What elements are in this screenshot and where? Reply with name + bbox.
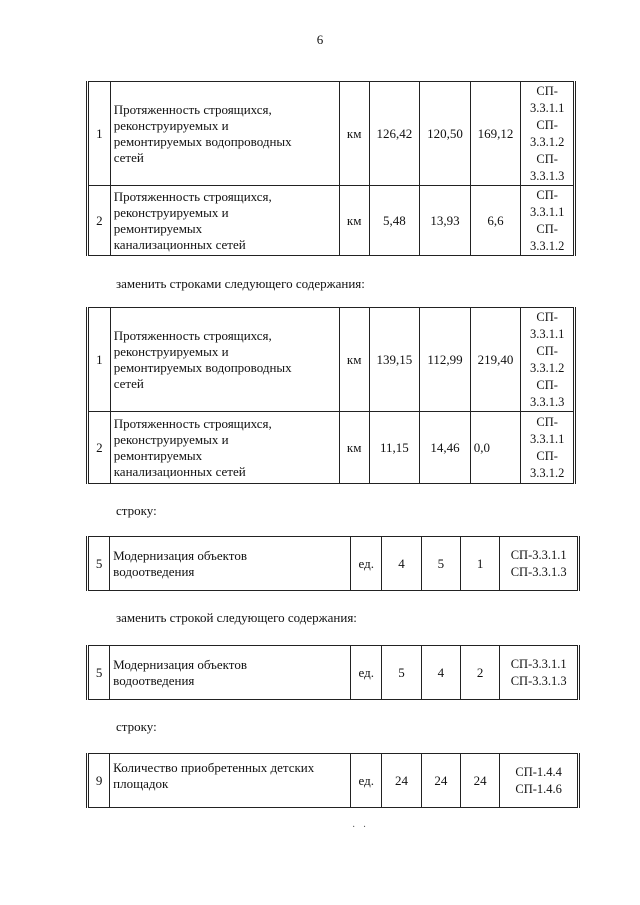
indicator-name: Протяженность строящихся, реконструируемых и ремонтируемых водопроводных сетей: [110, 308, 339, 412]
table-1: [86, 81, 576, 256]
value-cell: 5,48: [369, 186, 420, 256]
code-cell: СП-3.3.1.1 СП-3.3.1.3: [500, 537, 579, 591]
unit-cell: ед.: [351, 537, 382, 591]
table-row: [88, 412, 575, 484]
code-cell: СП- 3.3.1.1 СП- 3.3.1.2 СП- 3.3.1.3: [521, 82, 575, 186]
row-number: 5: [88, 537, 110, 591]
table-row: [88, 186, 575, 256]
indicator-name: Количество приобретенных детских площадок: [110, 754, 351, 808]
indicator-name: Протяженность строящихся, реконструируемых и ремонтируемых канализационных сетей: [110, 186, 339, 256]
value-cell: 126,42: [369, 82, 420, 186]
value-cell: 6,6: [470, 186, 521, 256]
code-cell: СП- 3.3.1.1 СП- 3.3.1.2: [521, 412, 575, 484]
indicator-name: Протяженность строящихся, реконструируемых и ремонтируемых водопроводных сетей: [110, 82, 339, 186]
row-number: 1: [88, 308, 111, 412]
value-cell: 14,46: [420, 412, 471, 484]
row-number: 5: [88, 646, 110, 700]
table-2: [86, 307, 576, 484]
value-cell: 139,15: [369, 308, 420, 412]
row-number: 1: [88, 82, 111, 186]
unit-cell: ед.: [351, 754, 382, 808]
row-number: 2: [88, 186, 111, 256]
value-cell: 0,0: [470, 412, 521, 484]
value-cell: 4: [382, 537, 421, 591]
indicator-name: Модернизация объектов водоотведения: [110, 646, 351, 700]
instruction-text: строку:: [116, 503, 157, 518]
value-cell: 2: [461, 646, 500, 700]
value-cell: 24: [461, 754, 500, 808]
table-row: [88, 754, 579, 808]
scan-mark: · ·: [352, 822, 367, 833]
table-row: [88, 646, 579, 700]
value-cell: 24: [382, 754, 421, 808]
value-cell: 1: [461, 537, 500, 591]
row-number: 2: [88, 412, 111, 484]
table-3: [86, 536, 580, 591]
unit-cell: ед.: [351, 646, 382, 700]
value-cell: 5: [382, 646, 421, 700]
table-5: [86, 753, 580, 808]
code-cell: СП- 3.3.1.1 СП- 3.3.1.2: [521, 186, 575, 256]
page-number: 6: [316, 32, 324, 47]
instruction-text: строку:: [116, 719, 157, 734]
table-row: [88, 82, 575, 186]
instruction-text: заменить строками следующего содержания:: [116, 276, 365, 291]
table-row: [88, 308, 575, 412]
unit-cell: км: [339, 186, 369, 256]
indicator-name: Протяженность строящихся, реконструируемых и ремонтируемых канализационных сетей: [110, 412, 339, 484]
unit-cell: км: [339, 82, 369, 186]
value-cell: 11,15: [369, 412, 420, 484]
value-cell: 13,93: [420, 186, 471, 256]
value-cell: 24: [421, 754, 460, 808]
row-number: 9: [88, 754, 110, 808]
value-cell: 4: [421, 646, 460, 700]
unit-cell: км: [339, 412, 369, 484]
value-cell: 120,50: [420, 82, 471, 186]
value-cell: 112,99: [420, 308, 471, 412]
value-cell: 219,40: [470, 308, 521, 412]
code-cell: СП-1.4.4 СП-1.4.6: [500, 754, 579, 808]
code-cell: СП- 3.3.1.1 СП- 3.3.1.2 СП- 3.3.1.3: [521, 308, 575, 412]
table-row: [88, 537, 579, 591]
table-4: [86, 645, 580, 700]
value-cell: 5: [421, 537, 460, 591]
unit-cell: км: [339, 308, 369, 412]
code-cell: СП-3.3.1.1 СП-3.3.1.3: [500, 646, 579, 700]
value-cell: 169,12: [470, 82, 521, 186]
indicator-name: Модернизация объектов водоотведения: [110, 537, 351, 591]
instruction-text: заменить строкой следующего содержания:: [116, 610, 357, 625]
